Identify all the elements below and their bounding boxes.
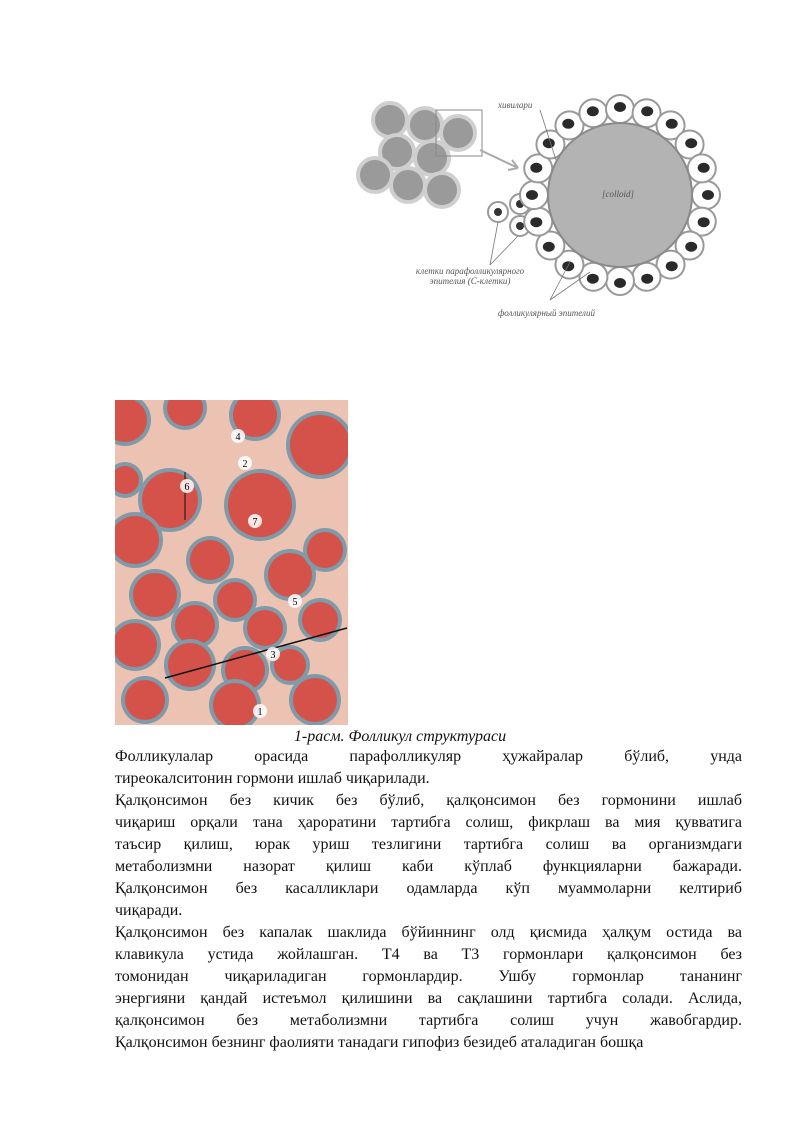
figure-caption: 1-расм. Фолликул структураси <box>293 728 507 745</box>
paragraph <box>115 790 742 922</box>
text-line: чиқариш орқали тана ҳароратини тартибга солиш, фикрлаш ва мия қувватига <box>115 814 742 831</box>
micrograph-svg <box>115 400 348 725</box>
text-line: энергияни қандай истеъмол қилишини ва сақлашини тартибга солади. Аслида, <box>115 990 742 1007</box>
paragraph <box>115 746 742 790</box>
diagram-label-c-cells: клетки парафолликулярного эпителия (C-клетки) <box>415 266 525 286</box>
text-line: Қалқонсимон без касалликлари одамларда кўп муаммоларни келтириб <box>115 880 742 897</box>
micrograph-number: 1 <box>257 707 263 718</box>
micrograph-number: 4 <box>235 432 241 443</box>
paragraph <box>115 922 742 1054</box>
text-line: таъсир қилиш, юрак уриш тезлигини тартибга солиш ва организмдаги <box>115 836 742 853</box>
text-line: Қалқонсимон без кичик без бўлиб, қалқонсимон без гормонини ишлаб <box>115 792 742 809</box>
follicle-diagram-svg <box>340 90 740 330</box>
body-text <box>115 746 742 1054</box>
text-line: Қалқонсимон без капалак шаклида бўйиннинг олд қисмида ҳалқум остида ва <box>115 924 742 941</box>
text-line: Фолликулалар орасида парафолликуляр ҳужайралар бўлиб, унда <box>115 748 742 765</box>
diagram-label-epithelium: фолликулярный эпителий <box>498 308 595 318</box>
text-line: томонидан чиқариладиган гормонлардир. Ушбу гормонлар тананинг <box>115 968 742 985</box>
text-line: қалқонсимон без метаболизмни тартибга солиш учун жавобгардир. <box>115 1012 742 1029</box>
micrograph-number: 5 <box>292 597 298 608</box>
diagram-label-colloid: [colloid] <box>602 189 635 199</box>
diagram-label-top: хивилари <box>498 100 533 110</box>
thyroid-micrograph <box>115 400 348 725</box>
follicle-cluster <box>358 103 482 207</box>
follicle-diagram <box>340 90 740 330</box>
text-line: Қалқонсимон безнинг фаолияти танадаги гипофиз безидеб аталадиган бошқа <box>115 1034 644 1051</box>
text-line: чиқаради. <box>115 902 183 919</box>
micrograph-number: 7 <box>252 517 258 528</box>
micrograph-number: 3 <box>270 650 276 661</box>
text-line: тиреокалситонин гормони ишлаб чиқарилади. <box>115 770 430 787</box>
zoom-arrow <box>480 150 518 170</box>
micrograph-number: 2 <box>242 459 248 470</box>
text-line: клавикула устида жойлашган. Т4 ва Т3 гормонлари қалқонсимон без <box>115 946 742 963</box>
micrograph-number: 6 <box>184 482 190 493</box>
text-line: метаболизмни назорат қилиш каби кўплаб функцияларни бажаради. <box>115 858 742 875</box>
